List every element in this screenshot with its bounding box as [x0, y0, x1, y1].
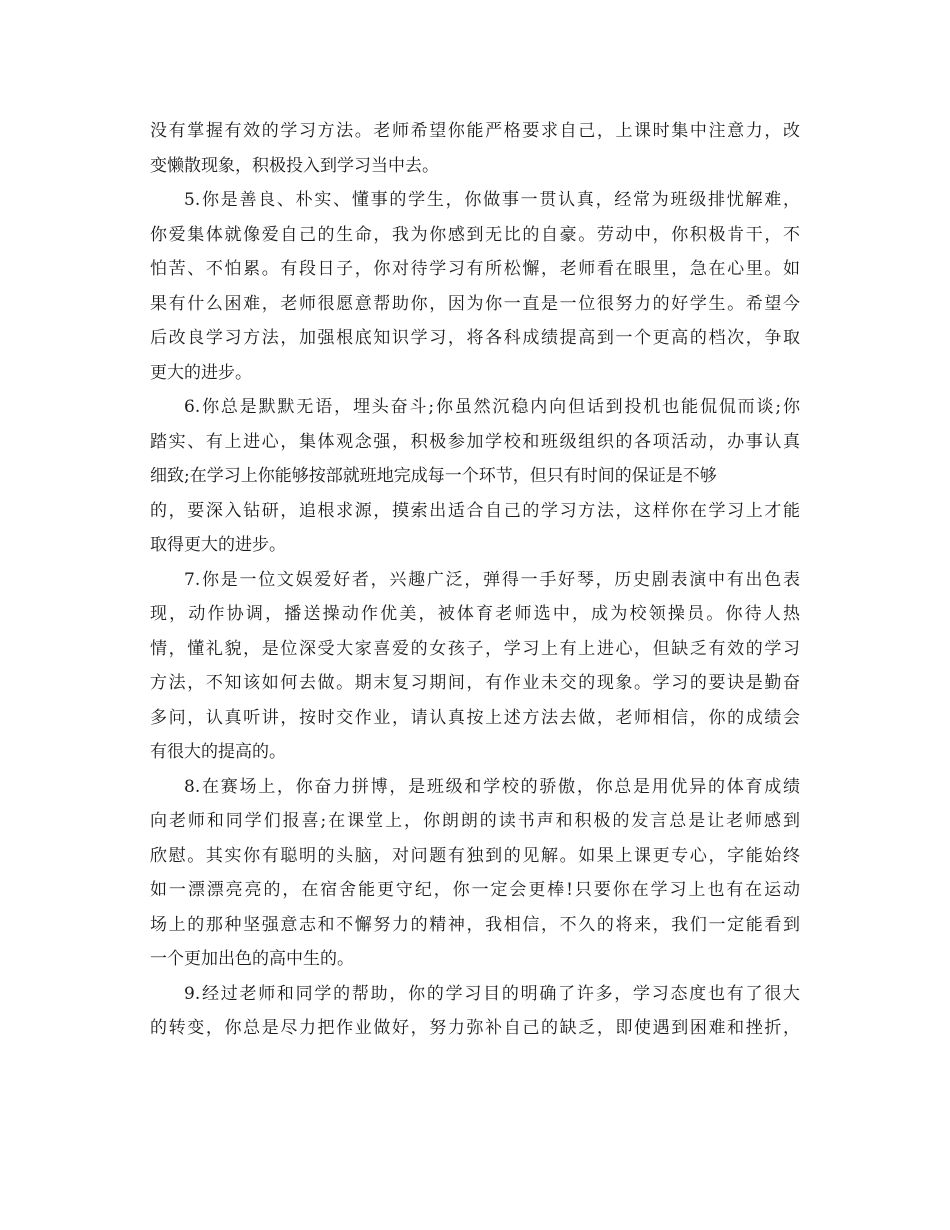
text-line: 取得更大的进步。 [150, 535, 286, 555]
paragraph-continued [150, 114, 800, 183]
paragraph-7 [150, 563, 800, 770]
text-line: 变懒散现象，积极投入到学习当中去。 [150, 155, 439, 176]
text-line: 5.你是善良、朴实、懂事的学生，你做事一贯认真，经常为班级排忧解难， [184, 190, 800, 210]
text-line: 有很大的提高的。 [150, 742, 286, 762]
text-line: 你爱集体就像爱自己的生命，我为你感到无比的自豪。劳动中，你积极肯干，不 [150, 224, 800, 245]
text-line: 欣慰。其实你有聪明的头脑，对问题有独到的见解。如果上课更专心，字能始终 [150, 845, 800, 866]
document-body [150, 114, 800, 1046]
text-line: 后改良学习方法，加强根底知识学习，将各科成绩提高到一个更高的档次，争取 [150, 328, 800, 348]
text-line: 现，动作协调，播送操动作优美，被体育老师选中，成为校领操员。你待人热 [150, 604, 800, 624]
paragraph-5 [150, 183, 800, 390]
text-line: 7.你是一位文娱爱好者，兴趣广泛，弹得一手好琴，历史剧表演中有出色表 [184, 569, 800, 590]
text-line: 的，要深入钻研，追根求源，摸索出适合自己的学习方法，这样你在学习上才能 [150, 500, 800, 521]
text-line: 方法，不知该如何去做。期末复习期间，有作业未交的现象。学习的要诀是勤奋 [150, 673, 800, 693]
text-line: 踏实、有上进心，集体观念强，积极参加学校和班级组织的各项活动，办事认真 [150, 431, 800, 452]
text-line: 如一漂漂亮亮的，在宿舍能更守纪，你一定会更棒!只要你在学习上也有在运动 [150, 880, 800, 900]
text-line: 向老师和同学们报喜;在课堂上，你朗朗的读书声和积极的发言总是让老师感到 [150, 811, 800, 831]
text-line: 6.你总是默默无语，埋头奋斗;你虽然沉稳内向但话到投机也能侃侃而谈;你 [184, 397, 800, 417]
text-line: 8.在赛场上，你奋力拼博，是班级和学校的骄傲，你总是用优异的体育成绩 [184, 776, 800, 797]
paragraph-8 [150, 770, 800, 977]
text-line: 没有掌握有效的学习方法。老师希望你能严格要求自己，上课时集中注意力，改 [150, 121, 800, 141]
text-line: 细致;在学习上你能够按部就班地完成每一个环节，但只有时间的保证是不够 [150, 466, 717, 486]
text-line: 场上的那种坚强意志和不懈努力的精神，我相信，不久的将来，我们一定能看到 [150, 914, 800, 935]
text-line: 一个更加出色的高中生的。 [150, 949, 354, 969]
paragraph-9 [150, 977, 800, 1046]
text-line: 多问，认真听讲，按时交作业，请认真按上述方法去做，老师相信，你的成绩会 [150, 707, 800, 728]
paragraph-6 [150, 390, 800, 563]
text-line: 9.经过老师和同学的帮助，你的学习目的明确了许多，学习态度也有了很大 [184, 983, 800, 1004]
text-line: 更大的进步。 [150, 362, 252, 383]
text-line: 的转变，你总是尽力把作业做好，努力弥补自己的缺乏，即使遇到困难和挫折， [150, 1018, 800, 1038]
text-line: 情，懂礼貌，是位深受大家喜爱的女孩子，学习上有上进心，但缺乏有效的学习 [150, 638, 800, 659]
text-line: 果有什么困难，老师很愿意帮助你，因为你一直是一位很努力的好学生。希望今 [150, 293, 800, 314]
text-line: 怕苦、不怕累。有段日子，你对待学习有所松懈，老师看在眼里，急在心里。如 [150, 259, 800, 279]
